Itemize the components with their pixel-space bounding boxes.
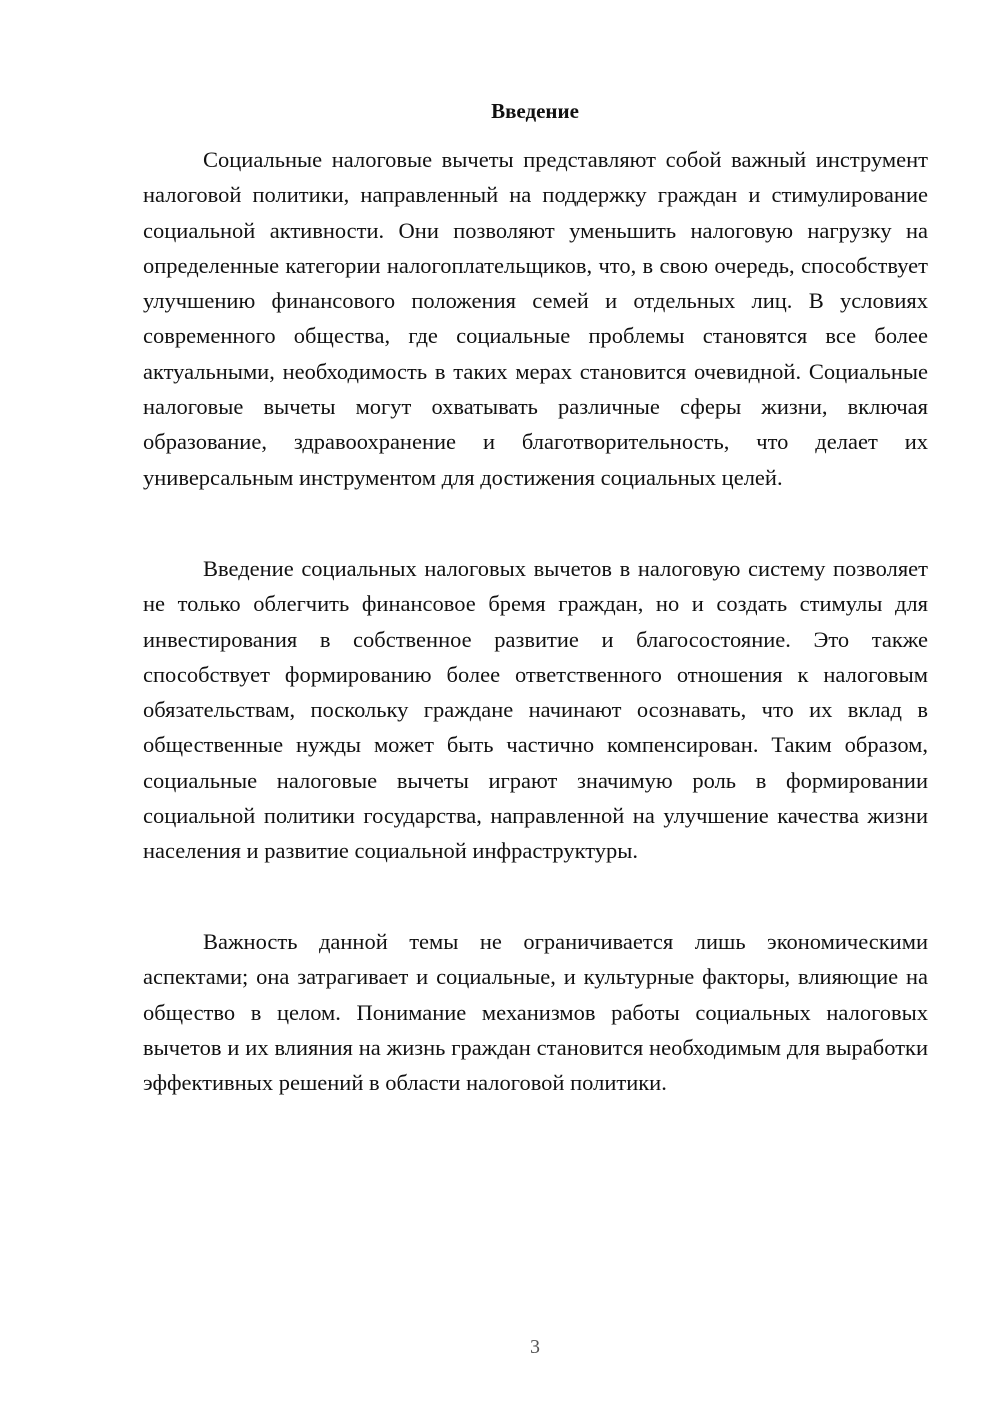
paragraph-2: Введение социальных налоговых вычетов в налоговую систему позволяет не только облегчить финансовое бремя граждан, но и создать стимулы для инвестирования в собственное развитие и благосостояние. Это также способствует формированию более ответственного отношения к налоговым обязательствам, поскольку граждане начинают осознавать, что их вклад в общественные нужды может быть частично компенсирован. Таким образом, социальные налоговые вычеты играют значимую роль в формировании социальной политики государства, направленной на улучшение качества жизни населения и развитие социальной инфраструктуры. [143,556,928,864]
paragraph-3: Важность данной темы не ограничивается лишь экономическими аспектами; она затрагивает и социальные, и культурные факторы, влияющие на общество в целом. Понимание механизмов работы социальных налоговых вычетов и их влияния на жизнь граждан становится необходимым для выработки эффективных решений в области налоговой политики. [143,929,928,1096]
page-number: 3 [530,1336,540,1358]
paragraph-1: Социальные налоговые вычеты представляют собой важный инструмент налоговой политики, направленный на поддержку граждан и стимулирование социальной активности. Они позволяют уменьшить налоговую нагрузку на определенные категории налогоплательщиков, что, в свою очередь, способствует улучшению финансового положения семей и отдельных лиц. В условиях современного общества, где социальные проблемы становятся все более актуальными, необходимость в таких мерах становится очевидной. Социальные налоговые вычеты могут охватывать различные сферы жизни, включая образование, здравоохранение и благотворительность, что делает их универсальным инструментом для достижения социальных целей. [143,147,928,490]
section-title: Введение [491,99,579,123]
